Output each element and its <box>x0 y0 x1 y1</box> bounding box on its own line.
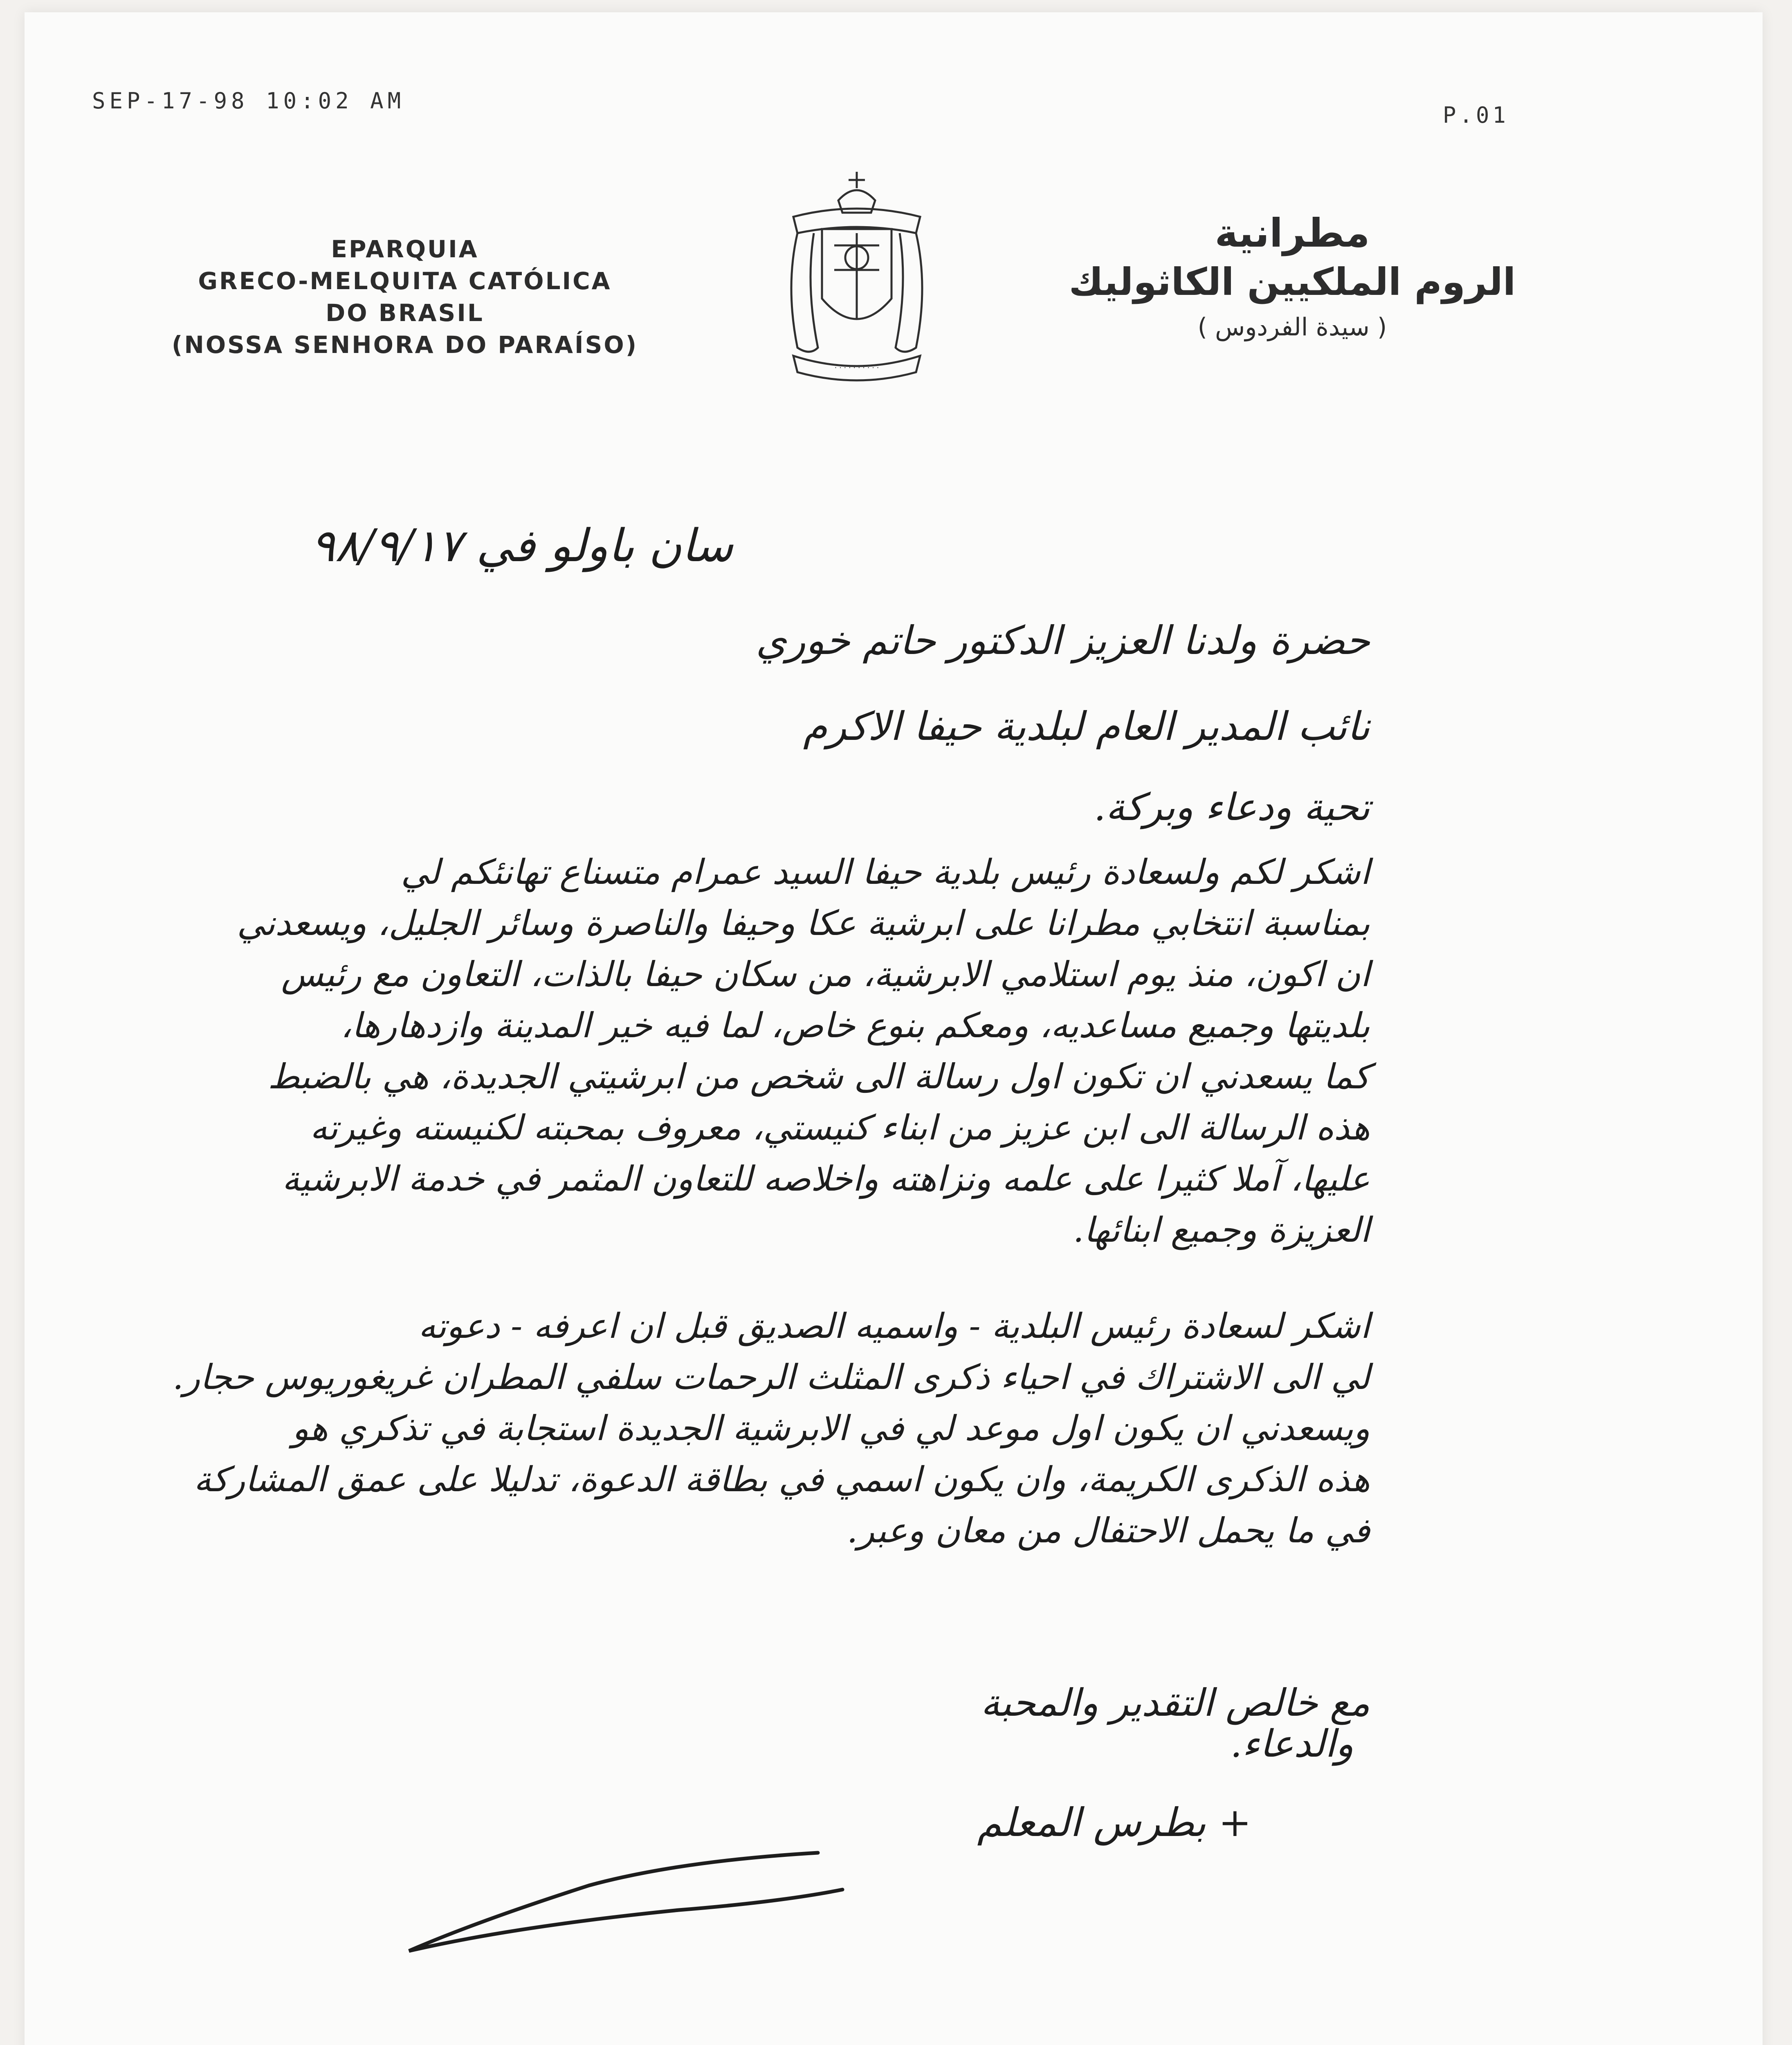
letterhead-line: DO BRASIL <box>326 299 484 327</box>
body-line: لي الى الاشتراك في احياء ذكرى المثلث الرحمات سلفي المطران غريغوريوس حجار. <box>172 1357 1370 1397</box>
svg-text:· · · · · · · · · ·: · · · · · · · · · · <box>834 364 879 372</box>
signature: + بطرس المعلم <box>977 1800 1251 1845</box>
body-line: ان اكون، منذ يوم استلامي الابرشية، من سكان حيفا بالذات، التعاون مع رئيس <box>281 954 1370 994</box>
body-line: ويسعدني ان يكون اول موعد لي في الابرشية الجديدة استجابة في تذكري هو <box>292 1408 1370 1448</box>
addressee-name: حضرة ولدنا العزيز الدكتور حاتم خوري <box>756 618 1370 663</box>
signature-stroke <box>393 1828 883 1959</box>
letterhead-line: مطرانية <box>1215 210 1370 256</box>
closing-line: والدعاء. <box>1230 1722 1354 1766</box>
fax-timestamp: SEP-17-98 10:02 AM <box>92 88 405 114</box>
body-line: عليها، آملا كثيرا على علمه ونزاهته واخلاصه للتعاون المثمر في خدمة الابرشية <box>282 1159 1370 1199</box>
letter-date: سان باولو في ٩٨/٩/١٧ <box>311 519 733 572</box>
body-line: اشكر لسعادة رئيس البلدية - واسميه الصديق قبل ان اعرفه - دعوته <box>418 1306 1370 1346</box>
body-line: في ما يحمل الاحتفال من معان وعبر. <box>847 1510 1370 1551</box>
letterhead-portuguese <box>159 233 650 361</box>
addressee-title: نائب المدير العام لبلدية حيفا الاكرم <box>803 703 1370 749</box>
body-line: هذه الرسالة الى ابن عزيز من ابناء كنيستي، معروف بمحبته لكنيسته وغيرته <box>310 1108 1370 1148</box>
body-line: اشكر لكم ولسعادة رئيس بلدية حيفا السيد عمرام متسناع تهانئكم لي <box>401 852 1370 892</box>
letter-page <box>25 12 1763 2045</box>
letterhead-line: (NOSSA SENHORA DO PARAÍSO) <box>171 331 638 359</box>
body-line: بلديتها وجميع مساعديه، ومعكم بنوع خاص، لما فيه خير المدينة وازدهارها، <box>340 1005 1370 1045</box>
episcopal-crest-icon <box>769 164 945 393</box>
closing-line: مع خالص التقدير والمحبة <box>981 1681 1370 1725</box>
body-line: كما يسعدني ان تكون اول رسالة الى شخص من ابرشيتي الجديدة، هي بالضبط <box>267 1056 1370 1097</box>
letterhead-line: EPARQUIA <box>331 235 479 263</box>
letter-body <box>123 847 1370 1556</box>
body-line: هذه الذكرى الكريمة، وان يكون اسمي في بطاقة الدعوة، تدليلا على عمق المشاركة <box>193 1459 1370 1499</box>
letterhead-line: GRECO-MELQUITA CATÓLICA <box>198 267 612 295</box>
fax-page-number: P.01 <box>1442 102 1509 128</box>
letterhead-line: الروم الملكيين الكاثوليك <box>1069 260 1516 304</box>
body-line: بمناسبة انتخابي مطرانا على ابرشية عكا وحيفا والناصرة وسائر الجليل، ويسعدني <box>237 903 1370 943</box>
body-line: العزيزة وجميع ابنائها. <box>1073 1210 1370 1250</box>
letterhead-line: ( سيدة الفردوس ) <box>1197 313 1387 342</box>
letterhead-arabic <box>1067 209 1517 348</box>
greeting: تحية ودعاء وبركة. <box>1094 785 1370 829</box>
